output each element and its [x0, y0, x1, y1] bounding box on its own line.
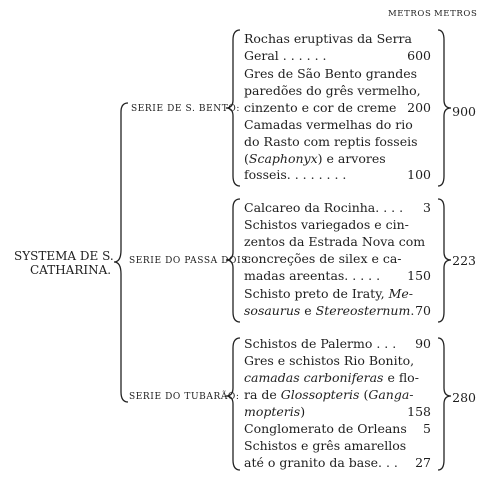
unit-line: até o granito da base. . .: [244, 455, 398, 470]
unit-line-italic: (Scaphonyx) e arvores: [244, 151, 386, 166]
unit-metres: 3: [423, 200, 431, 215]
unit-line: madas areentas. . . . .: [244, 268, 381, 283]
total-passa-dois: 223: [452, 253, 476, 268]
total-s-bento: 900: [452, 104, 476, 119]
unit-metres: 90: [415, 336, 431, 351]
unit-line: paredões do grês vermelho,: [244, 83, 421, 98]
header-metros-1: METROS: [388, 9, 432, 19]
unit-line-italic: sosaurus e Stereosternum.: [244, 303, 415, 318]
unit-line: concreções de silex e ca-: [244, 251, 402, 266]
system-name-line2: CATHARINA.: [30, 263, 112, 277]
unit-metres: 200: [407, 100, 431, 115]
unit-line: Calcareo da Rocinha. . . .: [244, 200, 404, 215]
unit-metres: 158: [407, 404, 431, 419]
serie-label-passa-dois: SERIE DO PASSA DOIS:: [129, 256, 252, 266]
unit-line: Geral . . . . . .: [244, 48, 327, 63]
unit-metres: 150: [407, 268, 431, 283]
unit-line: Camadas vermelhas do rio: [244, 117, 413, 132]
unit-line: do Rasto com reptis fosseis: [244, 134, 418, 149]
unit-line-italic: Schisto preto de Iraty, Me-: [244, 286, 413, 301]
unit-line: fosseis. . . . . . . .: [244, 167, 347, 182]
unit-line-italic: ra de Glossopteris (Ganga-: [244, 387, 414, 402]
unit-line: Schistos e grês amarellos: [244, 438, 407, 453]
serie-label-s-bento: SERIE DE S. BENTO:: [131, 104, 240, 114]
unit-line-italic: camadas carboniferas e flo-: [244, 370, 419, 385]
unit-metres: 27: [415, 455, 431, 470]
header-metros-2: METROS: [434, 9, 478, 19]
unit-line: Conglomerato de Orleans: [244, 421, 407, 436]
system-name-line1: SYSTEMA DE S.: [14, 249, 114, 263]
unit-metres: 100: [407, 167, 431, 182]
unit-line: cinzento e cor de creme: [244, 100, 397, 115]
unit-line: Gres de São Bento grandes: [244, 66, 418, 81]
unit-metres: 600: [407, 48, 431, 63]
unit-line: Schistos variegados e cin-: [244, 217, 409, 232]
unit-line-italic: mopteris): [244, 404, 306, 419]
unit-metres: 5: [423, 421, 431, 436]
unit-line: Gres e schistos Rio Bonito,: [244, 353, 415, 368]
unit-metres: 70: [415, 303, 431, 318]
unit-line: zentos da Estrada Nova com: [244, 234, 426, 249]
serie-label-tubarao: SERIE DO TUBARÃO:: [129, 392, 240, 402]
unit-line: Schistos de Palermo . . .: [244, 336, 397, 351]
total-tubarao: 280: [452, 390, 476, 405]
unit-line: Rochas eruptivas da Serra: [244, 31, 412, 46]
